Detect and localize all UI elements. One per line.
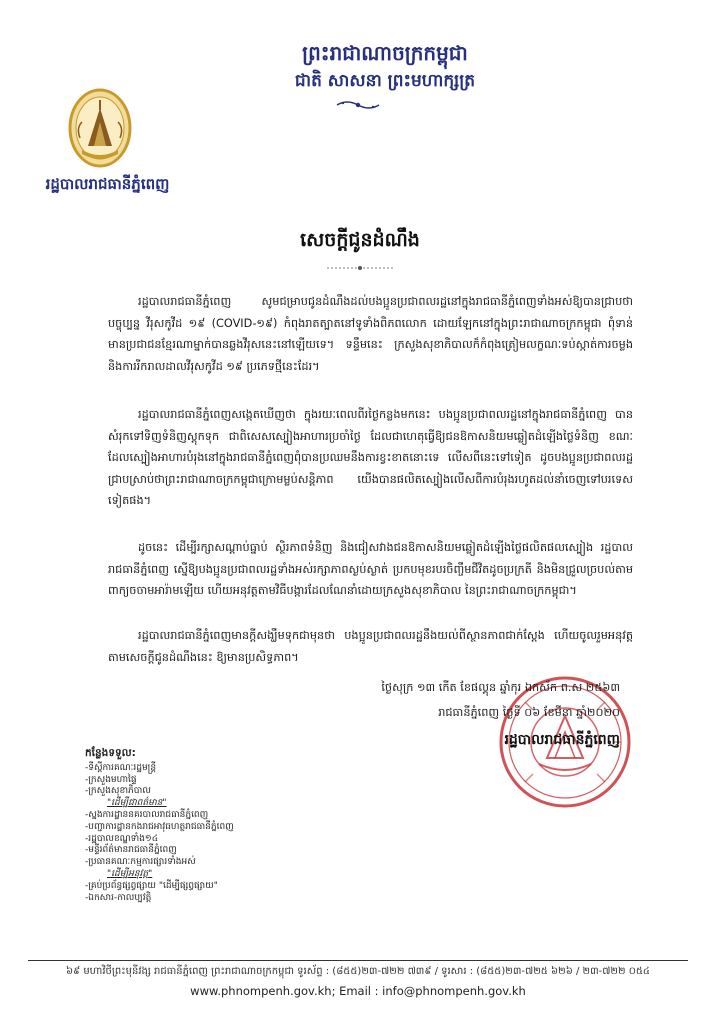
recipient-item: -គ្រប់ប្រព័ន្ធផ្សព្វផ្សាយ "ដើម្បីផ្សព្វផ្សាយ" xyxy=(85,880,218,891)
phnom-penh-emblem-icon xyxy=(68,88,132,168)
paragraph-4: រដ្ឋបាលរាជធានីភ្នំពេញមានក្តីសង្ឃឹមទុកជាមុនថា បងប្អូនប្រជាពលរដ្ឋនឹងយល់ពីស្ថានភាពជាក់ស្តែង ហើយចូលរួមអនុវត្តតាមសេចក្តីជូនដំណឹងនេះ ឱ្យមានប្រសិទ្ធភាព។ xyxy=(108,629,633,664)
paragraph-1: រដ្ឋបាលរាជធានីភ្នំពេញ សូមជម្រាបជូនដំណឹងដល់បងប្អូនប្រជាពលរដ្ឋនៅក្នុងរាជធានីភ្នំពេញទាំងអស់ឱ្យបានជ្រាបថា បច្ចុប្បន្ន វីរុសកូវីដ ១៩ (COVID-១៩) កំពុងរាតត្បាតនៅទូទាំងពិភពលោក ដោយឡែកនៅក្នុងព្រះរាជាណាចក្រកម្ពុជា ពុំទាន់មានប្រជាជនខ្មែរណាម្នាក់បានឆ្លងវីរុសនេះនៅឡើយទេ។ ទន្ទឹមនេះ ក្រសួងសុខាភិបាលក៏កំពុងត្រៀមលក្ខណៈទប់ស្កាត់ការចម្លង និងការរីករាលដាលវីរុសកូវីដ ១៩ ប្រភេទថ្មីនេះដែរ។ xyxy=(108,295,633,373)
footer-divider xyxy=(28,960,688,961)
document-title: សេចក្ដីជូនដំណឹង xyxy=(300,229,420,251)
paragraph-3: ដូចនេះ ដើម្បីរក្សាសណ្តាប់ធ្នាប់ ស្ថិរភាពទំនិញ និងជៀសវាងជនឱកាសនិយមឆ្លៀតដំឡើងថ្លៃផលិតផលស្បៀង រដ្ឋបាលរាជធានីភ្នំពេញ ស្នើឱ្យបងប្អូនប្រជាពលរដ្ឋទាំងអស់រក្សាភាពស្ងប់ស្ងាត់ ប្រកបមុខរបរចិញ្ចឹមជីវិតដូចប្រក្រតី និងមិនជ្រួលច្របល់តាមពាក្យចចាមអារ៉ាមឡើយ ហើយអនុវត្តតាមវិធីបង្ការដែលណែនាំដោយក្រសួងសុខាភិបាល នៃព្រះរាជាណាចក្រកម្ពុជា។ xyxy=(108,541,633,597)
title-divider-icon xyxy=(325,264,395,272)
kingdom-heading: ព្រះរាជាណាចក្រកម្ពុជា xyxy=(302,41,468,65)
national-motto: ជាតិ សាសនា ព្រះមហាក្សត្រ xyxy=(294,71,476,91)
recipient-item: -មន្ទីរព័ត៌មានរាជធានីភ្នំពេញ xyxy=(85,845,177,856)
recipient-item: -ក្រសួងមហាផ្ទៃ xyxy=(85,774,137,785)
recipient-item: -ស្នងការដ្ឋាននគរបាលរាជធានីភ្នំពេញ xyxy=(85,809,209,820)
footer-address: ៦៩ មហាវិថីព្រះមុនីវង្ស រាជធានីភ្នំពេញ ព្រះរាជាណាចក្រកម្ពុជា ទូរស័ព្ទ : (៨៥៥)២៣-៧២២ ៧៣៩ / ទូរសារ : (៨៥៥)២៣-៧២៥ ៦២៦ / ២៣-៧២២ ០៥៤ xyxy=(66,966,650,977)
issuer-name: រដ្ឋបាលរាជធានីភ្នំពេញ xyxy=(45,175,170,193)
recipient-list xyxy=(85,748,345,904)
recipient-item: -ប្រធានគណៈកម្មការផ្សារទាំងអស់ xyxy=(85,857,196,868)
paragraph-2: រដ្ឋបាលរាជធានីភ្នំពេញសង្កេតឃើញថា ក្នុងរយៈពេលពីរថ្ងៃកន្លងមកនេះ បងប្អូនប្រជាពលរដ្ឋនៅក្នុងរាជធានីភ្នំពេញ បានសំរុកទៅទិញទំនិញស្តុកទុក ជាពិសេសស្បៀងអាហារប្រចាំថ្ងៃ ដែលជាហេតុធ្វើឱ្យជនឱកាសនិយមឆ្លៀតដំឡើងថ្លៃទំនិញ ខណៈដែលស្បៀងអាហារបំរុងនៅក្នុងរាជធានីភ្នំពេញពុំបានប្រឈមនឹងការខ្វះខាតនោះទេ លើសពីនេះទៅទៀត ដូចបងប្អូនប្រជាពលរដ្ឋជ្រាបស្រាប់ថាព្រះរាជាណាចក្រកម្ពុជាក្រោមម្លប់សន្តិភាព យើងបានផលិតស្បៀងលើសពីការបំរុងរហូតដល់នាំចេញទៅបរទេសទៀតផង។ xyxy=(108,408,633,507)
recipient-note: "ដើម្បីអនុវត្ត" xyxy=(107,868,153,879)
recipient-item: -ក្រសួងសុខាភិបាល xyxy=(85,786,151,797)
signatory: រដ្ឋបាលរាជធានីភ្នំពេញ xyxy=(504,732,620,748)
recipient-item: -បញ្ជាការដ្ឋានកងរាជអាវុធហត្ថរាជធានីភ្នំពេញ xyxy=(85,821,234,832)
footer-website-email[interactable]: www.phnompenh.gov.kh; Email : info@phnompenh.gov.kh xyxy=(190,984,526,998)
recipient-note: "ដើម្បីជាពត៌មាន" xyxy=(107,798,167,809)
recipient-item: -រដ្ឋបាលខណ្ឌទាំង១៤ xyxy=(85,833,159,844)
solar-date: រាជធានីភ្នំពេញ ថ្ងៃទី ០៦ ខែមីនា ឆ្នាំ២០២០ xyxy=(438,706,620,719)
ornamental-divider-icon xyxy=(335,98,381,112)
recipient-item: -ឯកសារ-កាលប្បវត្តិ xyxy=(85,892,152,903)
recipient-item: -ទីស្តីការគណៈរដ្ឋមន្ត្រី xyxy=(85,762,157,773)
recipient-heading: កន្លែងទទួល: xyxy=(85,747,136,759)
lunar-date: ថ្ងៃសុក្រ ១៣ កើត ខែផល្គុន ឆ្នាំកុរ ឯកស័ក ព.ស ២៥៦៣ xyxy=(381,681,620,694)
